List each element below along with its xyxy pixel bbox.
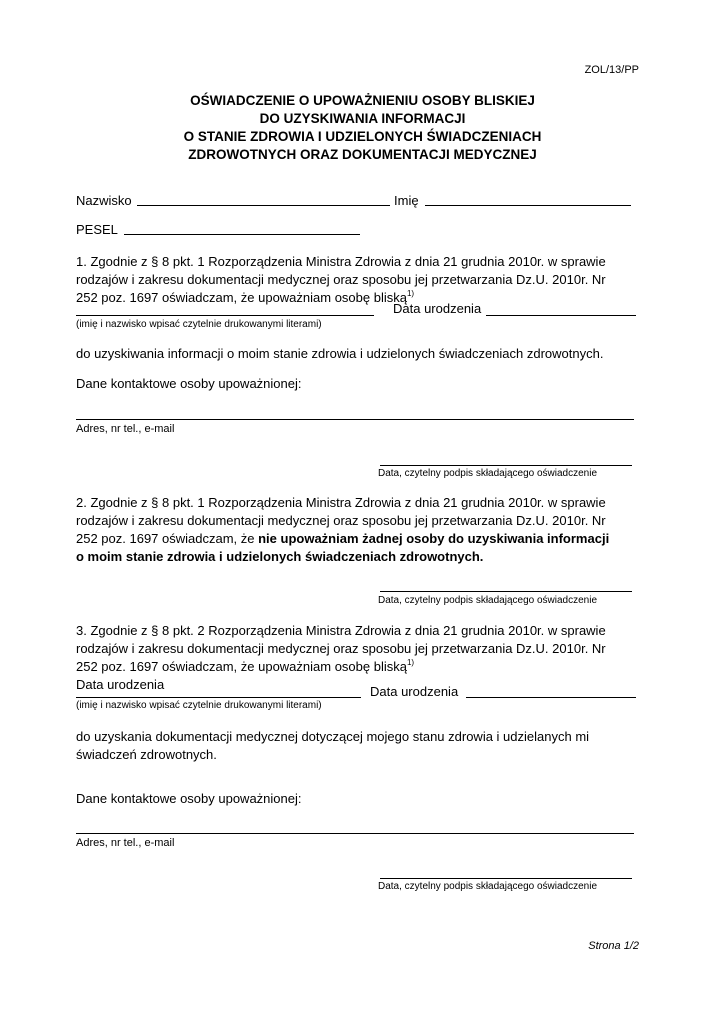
address-hint: Adres, nr tel., e-mail bbox=[76, 837, 175, 849]
pesel-field[interactable] bbox=[124, 234, 360, 235]
section1-line: 252 poz. 1697 oświadczam, że upoważniam osobę bliską$^{1)}$ bbox=[76, 289, 415, 305]
address-hint: Adres, nr tel., e-mail bbox=[76, 423, 175, 435]
title-line: ZDROWOTNYCH ORAZ DOKUMENTACJI MEDYCZNEJ bbox=[188, 147, 537, 162]
signature-hint: Data, czytelny podpis składającego oświadczenie bbox=[378, 595, 598, 606]
section3-line: 252 poz. 1697 oświadczam, że upoważniam osobę bliską$^{1)}$ bbox=[76, 658, 415, 674]
signature-field[interactable] bbox=[380, 591, 632, 592]
title-line: OŚWIADCZENIE O UPOWAŻNIENIU OSOBY BLISKIEJ bbox=[190, 93, 535, 108]
surname-label: Nazwisko bbox=[76, 193, 132, 208]
section2-line: 2. Zgodnie z § 8 pkt. 1 Rozporządzenia Ministra Zdrowia z dnia 21 grudnia 2010r. w sprawie bbox=[76, 495, 606, 510]
title-line: DO UZYSKIWANIA INFORMACJI bbox=[259, 111, 466, 126]
section3-text bbox=[76, 622, 636, 694]
title-line: O STANIE ZDROWIA I UDZIELONYCH ŚWIADCZENIACH bbox=[183, 129, 542, 144]
document-title bbox=[0, 92, 725, 164]
signature-field[interactable] bbox=[380, 878, 632, 879]
signature-hint: Data, czytelny podpis składającego oświadczenie bbox=[378, 468, 598, 479]
contact-label: Dane kontaktowe osoby upoważnionej: bbox=[76, 376, 302, 391]
name-field[interactable] bbox=[425, 205, 631, 206]
page-number: Strona 1/2 bbox=[588, 940, 639, 952]
pesel-label: PESEL bbox=[76, 222, 118, 237]
signature-hint: Data, czytelny podpis składającego oświadczenie bbox=[378, 881, 598, 892]
section3-line: Data urodzenia bbox=[76, 677, 165, 692]
section2-text bbox=[76, 494, 636, 566]
authorized-person-name-field[interactable] bbox=[76, 315, 374, 316]
birth-date-label: Data urodzenia bbox=[393, 301, 482, 316]
section3-scope bbox=[76, 728, 636, 764]
document-code: ZOL/13/PP bbox=[584, 64, 639, 76]
section3-line: 3. Zgodnie z § 8 pkt. 2 Rozporządzenia Ministra Zdrowia z dnia 21 grudnia 2010r. w sprawie bbox=[76, 623, 606, 638]
section1-scope: do uzyskiwania informacji o moim stanie zdrowia i udzielonych świadczeniach zdrowotnych. bbox=[76, 346, 604, 361]
surname-field[interactable] bbox=[137, 205, 390, 206]
signature-field[interactable] bbox=[380, 465, 632, 466]
name-label: Imię bbox=[394, 193, 419, 208]
section2-line: rodzajów i zakresu dokumentacji medycznej oraz sposobu jej przetwarzania Dz.U. 2010r. Nr bbox=[76, 513, 606, 528]
section2-line: o moim stanie zdrowia i udzielonych świadczeniach zdrowotnych. bbox=[76, 549, 484, 564]
birth-date-field[interactable] bbox=[466, 697, 636, 698]
section1-line: 1. Zgodnie z § 8 pkt. 1 Rozporządzenia Ministra Zdrowia z dnia 21 grudnia 2010r. w sprawie bbox=[76, 254, 606, 269]
contact-field[interactable] bbox=[76, 833, 634, 834]
birth-date-field[interactable] bbox=[486, 315, 636, 316]
section3-scope-line: do uzyskania dokumentacji medycznej dotyczącej mojego stanu zdrowia i udzielanych mi bbox=[76, 729, 590, 744]
section3-scope-line: świadczeń zdrowotnych. bbox=[76, 747, 217, 762]
section2-line: 252 poz. 1697 oświadczam, że nie upoważniam żadnej osoby do uzyskiwania informacji bbox=[76, 531, 610, 546]
section1-text bbox=[76, 253, 636, 307]
contact-label: Dane kontaktowe osoby upoważnionej: bbox=[76, 791, 302, 806]
birth-date-label: Data urodzenia bbox=[370, 684, 459, 699]
authorized-person-name-field[interactable] bbox=[76, 697, 361, 698]
footnote-marker: 1) bbox=[406, 289, 415, 298]
contact-field[interactable] bbox=[76, 419, 634, 420]
footnote-marker: 1) bbox=[406, 658, 415, 667]
name-hint: (imię i nazwisko wpisać czytelnie drukowanymi literami) bbox=[76, 319, 322, 330]
name-hint: (imię i nazwisko wpisać czytelnie drukowanymi literami) bbox=[76, 700, 322, 711]
section1-line: rodzajów i zakresu dokumentacji medycznej oraz sposobu jej przetwarzania Dz.U. 2010r. Nr bbox=[76, 272, 606, 287]
section3-line: rodzajów i zakresu dokumentacji medycznej oraz sposobu jej przetwarzania Dz.U. 2010r. Nr bbox=[76, 641, 606, 656]
